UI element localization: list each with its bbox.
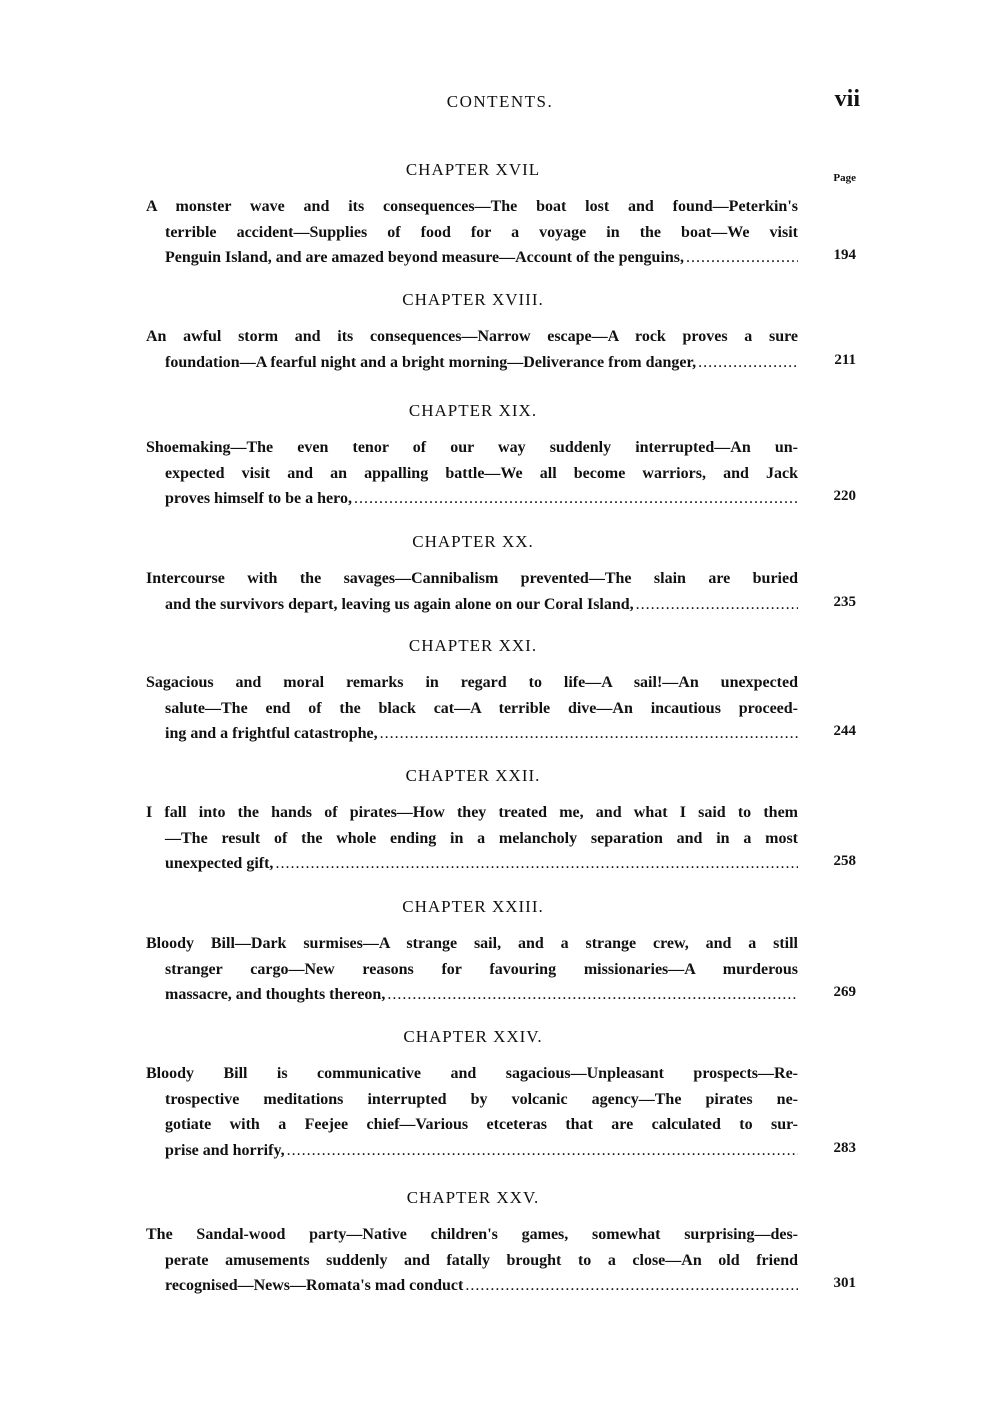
dot-leader [354, 486, 798, 512]
summary-line: recognised—News—Romata's mad conduct [165, 1277, 464, 1294]
dot-leader [387, 982, 798, 1008]
summary-line: trospective meditations interrupted by volcanic agency—The pirates ne- [165, 1090, 798, 1108]
summary-line: —The result of the whole ending in a melancholy separation and in a most [165, 829, 798, 847]
summary-line-row [146, 1273, 798, 1299]
chapter-page-number: 269 [833, 984, 856, 1000]
chapter-entry [146, 160, 856, 271]
chapter-summary [146, 324, 856, 375]
summary-line: Shoemaking—The even tenor of our way suddenly interrupted—An un- [146, 439, 798, 456]
summary-line: unexpected gift, [165, 855, 274, 872]
chapter-entry [146, 1027, 856, 1163]
summary-line: expected visit and an appalling battle—We all become warriors, and Jack [165, 464, 798, 482]
chapter-entry [146, 897, 856, 1008]
dot-leader [686, 245, 798, 271]
page-column-label: Page [833, 172, 856, 184]
summary-line: massacre, and thoughts thereon, [165, 986, 386, 1003]
dot-leader [275, 851, 798, 877]
chapter-summary [146, 435, 856, 512]
chapter-entry [146, 532, 856, 617]
summary-line: foundation—A fearful night and a bright morning—Deliverance from danger, [165, 353, 697, 371]
chapter-heading: CHAPTER XX. [412, 532, 534, 551]
chapter-page-number: 283 [833, 1139, 856, 1156]
summary-line-row [146, 592, 798, 618]
chapter-page-number: 194 [833, 247, 856, 263]
chapter-heading: CHAPTER XXV. [406, 1188, 540, 1207]
summary-line-row [146, 486, 798, 512]
summary-line: gotiate with a Feejee chief—Various etceteras that are calculated to sur- [165, 1116, 798, 1133]
chapter-summary [146, 1061, 856, 1163]
summary-line-row [146, 245, 798, 271]
summary-line-row [146, 982, 798, 1008]
summary-line: perate amusements suddenly and fatally brought to a close—An old friend [165, 1251, 798, 1269]
page-number: vii [834, 86, 860, 112]
summary-line: Sagacious and moral remarks in regard to life—A sail!—An unexpected [146, 674, 798, 691]
chapter-heading: CHAPTER XXIII. [402, 897, 544, 916]
summary-line: Penguin Island, and are amazed beyond measure—Account of the penguins, [165, 249, 685, 266]
chapter-heading: CHAPTER XXI. [408, 636, 538, 655]
dot-leader [380, 721, 798, 747]
summary-line: stranger cargo—New reasons for favouring missionaries—A murderous [165, 960, 798, 978]
summary-line: An awful storm and its consequences—Narrow escape—A rock proves a sure [146, 328, 798, 345]
chapter-summary [146, 800, 856, 877]
running-title: CONTENTS. [446, 92, 554, 111]
chapter-page-number: 301 [833, 1275, 856, 1291]
summary-line: salute—The end of the black cat—A terrible dive—An incautious proceed- [165, 699, 798, 717]
chapter-heading: CHAPTER XVIII. [402, 290, 544, 309]
chapter-entry [146, 636, 856, 747]
chapter-entry [146, 401, 856, 512]
chapter-summary [146, 566, 856, 617]
chapter-page-number: 235 [833, 593, 856, 610]
dot-leader [287, 1138, 798, 1164]
chapter-heading: CHAPTER XXII. [405, 766, 541, 785]
chapter-page-number: 220 [833, 488, 856, 504]
chapter-page-number: 258 [833, 853, 856, 869]
summary-line: Bloody Bill is communicative and sagacious—Unpleasant prospects—Re- [146, 1065, 798, 1082]
chapter-summary [146, 194, 856, 271]
summary-line: prise and horrify, [165, 1141, 285, 1159]
summary-line-row [146, 350, 798, 376]
dot-leader [465, 1273, 798, 1299]
chapter-summary [146, 670, 856, 747]
summary-line: A monster wave and its consequences—The boat lost and found—Peterkin's [146, 198, 798, 215]
chapter-page-number: 211 [834, 351, 856, 368]
chapter-page-number: 244 [833, 723, 856, 739]
summary-line: Intercourse with the savages—Cannibalism prevented—The slain are buried [146, 570, 798, 587]
dot-leader [636, 592, 798, 618]
summary-line: terrible accident—Supplies of food for a voyage in the boat—We visit [165, 223, 798, 241]
summary-line-row [146, 851, 798, 877]
dot-leader [698, 350, 798, 376]
summary-line: and the survivors depart, leaving us again alone on our Coral Island, [165, 595, 634, 613]
summary-line: proves himself to be a hero, [165, 490, 352, 507]
chapter-summary [146, 931, 856, 1008]
chapter-entry [146, 290, 856, 375]
summary-line: The Sandal-wood party—Native children's games, somewhat surprising—des- [146, 1226, 798, 1243]
chapter-heading: CHAPTER XIX. [408, 401, 538, 420]
chapter-entry [146, 1188, 856, 1299]
summary-line-row [146, 721, 798, 747]
chapter-heading: CHAPTER XVIL [405, 160, 541, 179]
summary-line: Bloody Bill—Dark surmises—A strange sail, and a strange crew, and a still [146, 935, 798, 952]
chapter-entry [146, 766, 856, 877]
summary-line: I fall into the hands of pirates—How they treated me, and what I said to them [146, 804, 798, 821]
summary-line: ing and a frightful catastrophe, [165, 725, 378, 742]
summary-line-row [146, 1138, 798, 1164]
chapter-summary [146, 1222, 856, 1299]
chapter-heading: CHAPTER XXIV. [403, 1027, 543, 1046]
